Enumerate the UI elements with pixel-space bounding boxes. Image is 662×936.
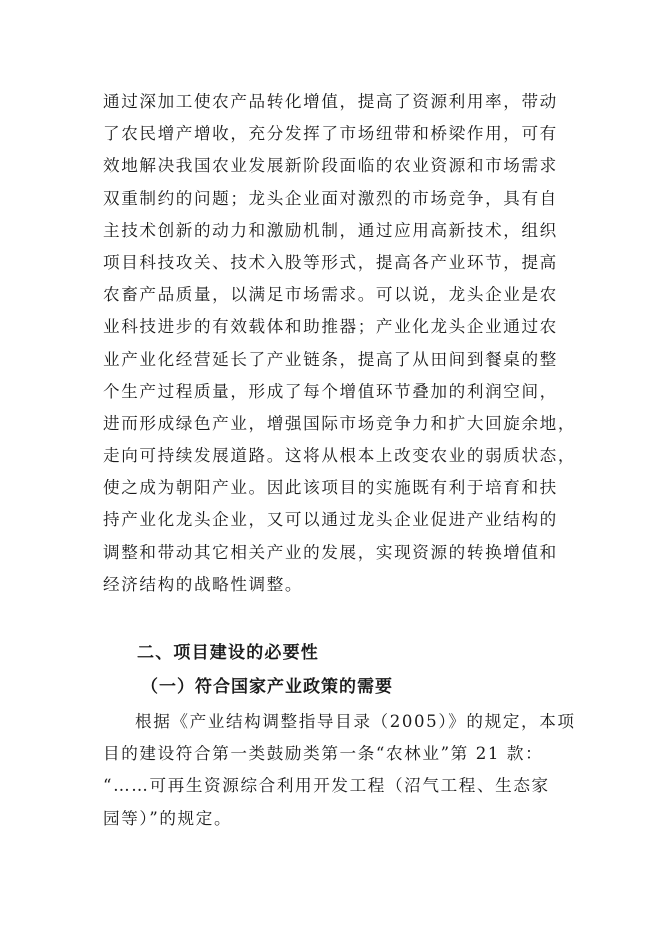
text-line: 通过深加工使农产品转化增值，提高了资源利用率，带动 xyxy=(103,92,558,111)
text-line: 目的建设符合第一类鼓励类第一条“农林业”第 21 款： xyxy=(103,744,544,764)
text-line: 农畜产品质量，以满足市场需求。可以说，龙头企业是农 xyxy=(103,285,558,305)
text-line: 业科技进步的有效载体和助推器；产业化龙头企业通过农 xyxy=(103,317,558,337)
text-line: 了农民增产增收，充分发挥了市场纽带和桥梁作用，可有 xyxy=(103,124,558,144)
text-line: 调整和带动其它相关产业的发展，实现资源的转换增值和 xyxy=(103,542,558,562)
text-line: 效地解决我国农业发展新阶段面临的农业资源和市场需求 xyxy=(103,156,558,176)
text-line: “……可再生资源综合利用开发工程（沼气工程、生态家 xyxy=(103,776,550,796)
body-paragraph-2 xyxy=(103,706,576,835)
text-line: 园等）”的规定。 xyxy=(103,808,233,828)
text-line: 走向可持续发展道路。这将从根本上改变农业的弱质状态， xyxy=(103,446,577,466)
text-line: 根据《产业结构调整指导目录（2005）》的规定，本项 xyxy=(135,712,576,731)
text-line: 双重制约的问题；龙头企业面对激烈的市场竞争，具有自 xyxy=(103,188,558,208)
text-line: 主技术创新的动力和激励机制，通过应用高新技术，组织 xyxy=(103,220,558,240)
text-line: 项目科技攻关、技术入股等形式，提高各产业环节，提高 xyxy=(103,252,558,272)
body-paragraph-1 xyxy=(103,86,577,601)
subsection-heading: （一）符合国家产业政策的需要 xyxy=(141,677,393,697)
text-line: 个生产过程质量，形成了每个增值环节叠加的利润空间， xyxy=(103,381,558,401)
text-line: 业产业化经营延长了产业链条，提高了从田间到餐桌的整 xyxy=(103,349,558,369)
text-line: 经济结构的战略性调整。 xyxy=(103,574,304,594)
text-line: 进而形成绿色产业，增强国际市场竞争力和扩大回旋余地， xyxy=(103,413,577,433)
text-line: 持产业化龙头企业，又可以通过龙头企业促进产业结构的 xyxy=(103,510,558,530)
text-line: 使之成为朝阳产业。因此该项目的实施既有利于培育和扶 xyxy=(103,478,558,498)
section-heading: 二、项目建设的必要性 xyxy=(137,643,319,663)
